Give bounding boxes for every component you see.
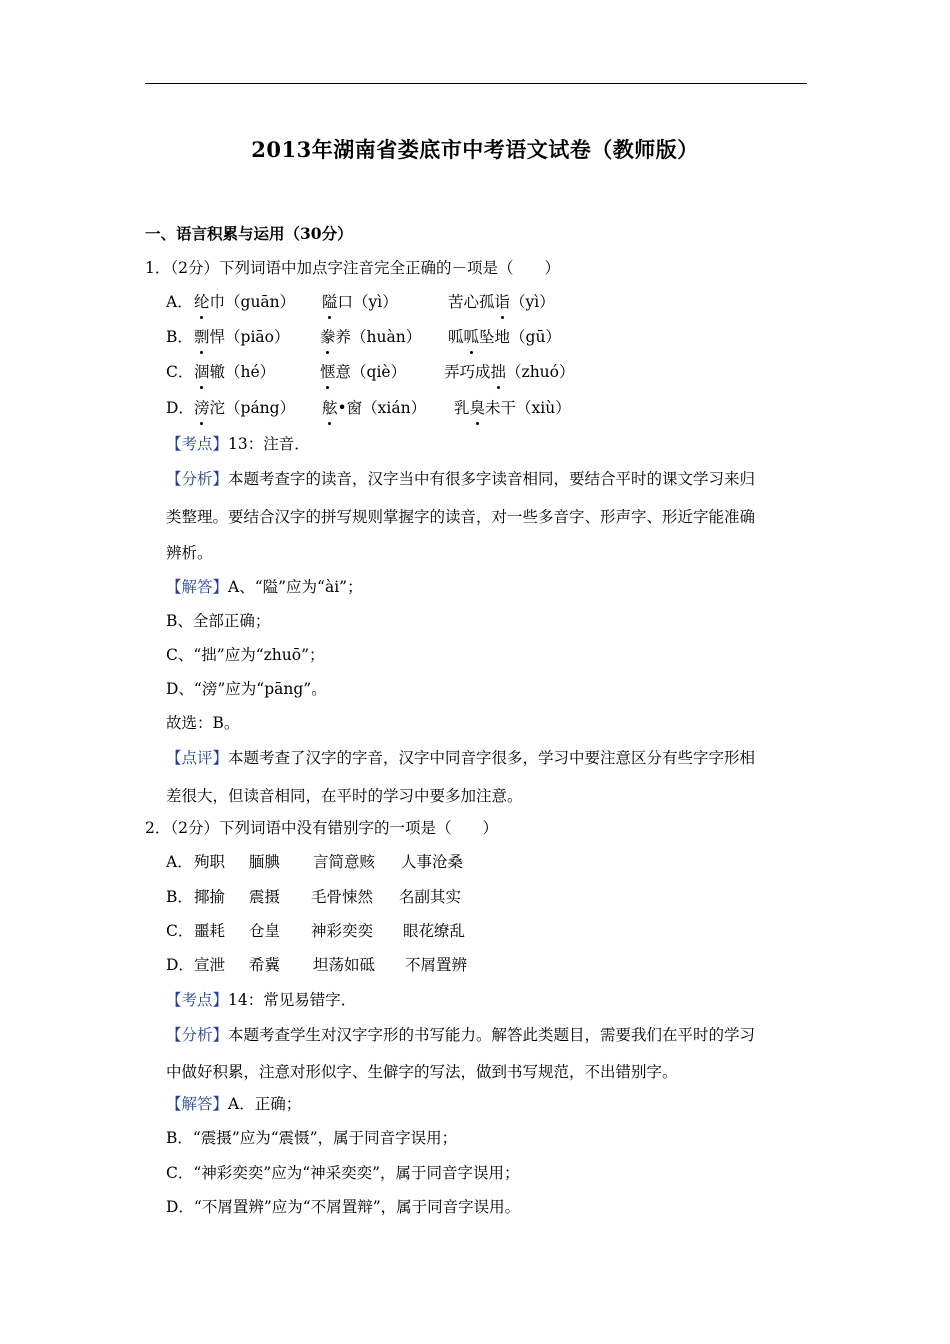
dotted-char: 拙 bbox=[490, 363, 507, 381]
q1-fenxi-line2: 类整理。要结合汉字的拼写规则掌握字的读音，对一些多音字、形声字、形近字能准确 bbox=[166, 508, 756, 526]
q2-jieda-line3: C．“神彩奕奕”应为“神采奕奕”，属于同音字误用； bbox=[166, 1164, 520, 1182]
dotted-char: 臭 bbox=[469, 399, 486, 417]
page-title: 2013年湖南省娄底市中考语文试卷（教师版） bbox=[251, 137, 699, 162]
q2-fenxi-line1: 【分析】本题考查学生对汉字字形的书写能力。解答此类题目，需要我们在平时的学习 bbox=[166, 1026, 756, 1044]
q1-option-c: C．涸辙（hé） 惬意（qiè） 弄巧成拙（zhuó） bbox=[166, 363, 575, 381]
q2-option-a: A．殉职 腼腆 言简意赅 人事沧桑 bbox=[166, 853, 464, 871]
q1-dianping-line1: 【点评】本题考查了汉字的字音，汉字中同音字很多，学习中要注意区分有些字字形相 bbox=[166, 749, 756, 767]
option-label: A． bbox=[166, 853, 193, 871]
q2-option-b: B．揶揄 震摄 毛骨悚然 名副其实 bbox=[166, 888, 462, 906]
option-label: B． bbox=[166, 328, 193, 346]
option-label: C． bbox=[166, 922, 194, 940]
q1-stem: 1．（2分）下列词语中加点字注音完全正确的－项是（ ） bbox=[145, 259, 560, 277]
fenxi-tag: 【分析】 bbox=[166, 470, 229, 488]
q1-fenxi-line1: 【分析】本题考查字的读音，汉字当中有很多字读音相同，要结合平时的课文学习来归 bbox=[166, 470, 756, 488]
q2-jieda-line4: D．“不屑置辨”应为“不屑置辩”，属于同音字误用。 bbox=[166, 1198, 521, 1216]
fenxi-tag: 【分析】 bbox=[166, 1026, 229, 1044]
dotted-char: 滂 bbox=[194, 399, 210, 417]
q2-fenxi-line2: 中做好积累，注意对形似字、生僻字的写法，做到书写规范，不出错别字。 bbox=[166, 1063, 678, 1081]
header-rule bbox=[145, 83, 807, 84]
jieda-tag: 【解答】 bbox=[166, 1095, 229, 1113]
q1-jieda-line5: 故选：B。 bbox=[166, 714, 240, 732]
q1-dianping-line2: 差很大，但读音相同，在平时的学习中要多加注意。 bbox=[166, 787, 523, 805]
option-label: D． bbox=[166, 399, 194, 417]
q2-jieda-line2: B．“震摄”应为“震慑”，属于同音字误用； bbox=[166, 1129, 458, 1147]
dotted-char: 涸 bbox=[194, 363, 210, 381]
dotted-char: 惬 bbox=[320, 363, 336, 381]
q2-stem: 2．（2分）下列词语中没有错别字的一项是（ ） bbox=[145, 819, 498, 837]
jieda-tag: 【解答】 bbox=[166, 578, 229, 596]
q2-option-d: D．宣泄 希冀 坦荡如砥 不屑置辨 bbox=[166, 956, 468, 974]
q1-jieda-line1: 【解答】A、“隘”应为“ài”； bbox=[166, 578, 363, 596]
option-label: A． bbox=[166, 293, 193, 311]
option-label: B． bbox=[166, 888, 193, 906]
dotted-char: 舷 bbox=[322, 399, 338, 417]
dotted-char: 呱 bbox=[463, 328, 480, 346]
dotted-char: 剽 bbox=[194, 328, 210, 346]
option-label: D． bbox=[166, 956, 194, 974]
dotted-char: 隘 bbox=[322, 293, 338, 311]
q2-kaodian: 【考点】14：常见易错字． bbox=[166, 991, 357, 1009]
dianping-tag: 【点评】 bbox=[166, 749, 229, 767]
dotted-char: 纶 bbox=[194, 293, 210, 311]
dotted-char: 豢 bbox=[320, 328, 336, 346]
kaodian-tag: 【考点】 bbox=[166, 991, 229, 1009]
q2-option-c: C．噩耗 仓皇 神彩奕奕 眼花缭乱 bbox=[166, 922, 466, 940]
q1-option-b: B．剽悍（piāo） 豢养（huàn） 呱呱坠地（gū） bbox=[166, 328, 561, 346]
section-heading: 一、语言积累与运用（30分） bbox=[145, 224, 353, 243]
dotted-char: 诣 bbox=[494, 293, 511, 311]
q2-jieda-line1: 【解答】A．正确； bbox=[166, 1095, 302, 1113]
q1-jieda-line4: D、“滂”应为“pāng”。 bbox=[166, 680, 327, 698]
kaodian-tag: 【考点】 bbox=[166, 435, 229, 453]
q1-jieda-line3: C、“拙”应为“zhuō”； bbox=[166, 646, 325, 664]
q1-jieda-line2: B、全部正确； bbox=[166, 612, 271, 630]
option-label: C． bbox=[166, 363, 194, 381]
q1-option-d: D．滂沱（páng） 舷•窗（xián） 乳臭未干（xiù） bbox=[166, 399, 571, 417]
q1-option-a: A．纶巾（guān） 隘口（yì） 苦心孤诣（yì） bbox=[166, 293, 555, 311]
q1-fenxi-line3: 辨析。 bbox=[166, 544, 213, 562]
q1-kaodian: 【考点】13：注音． bbox=[166, 435, 310, 453]
